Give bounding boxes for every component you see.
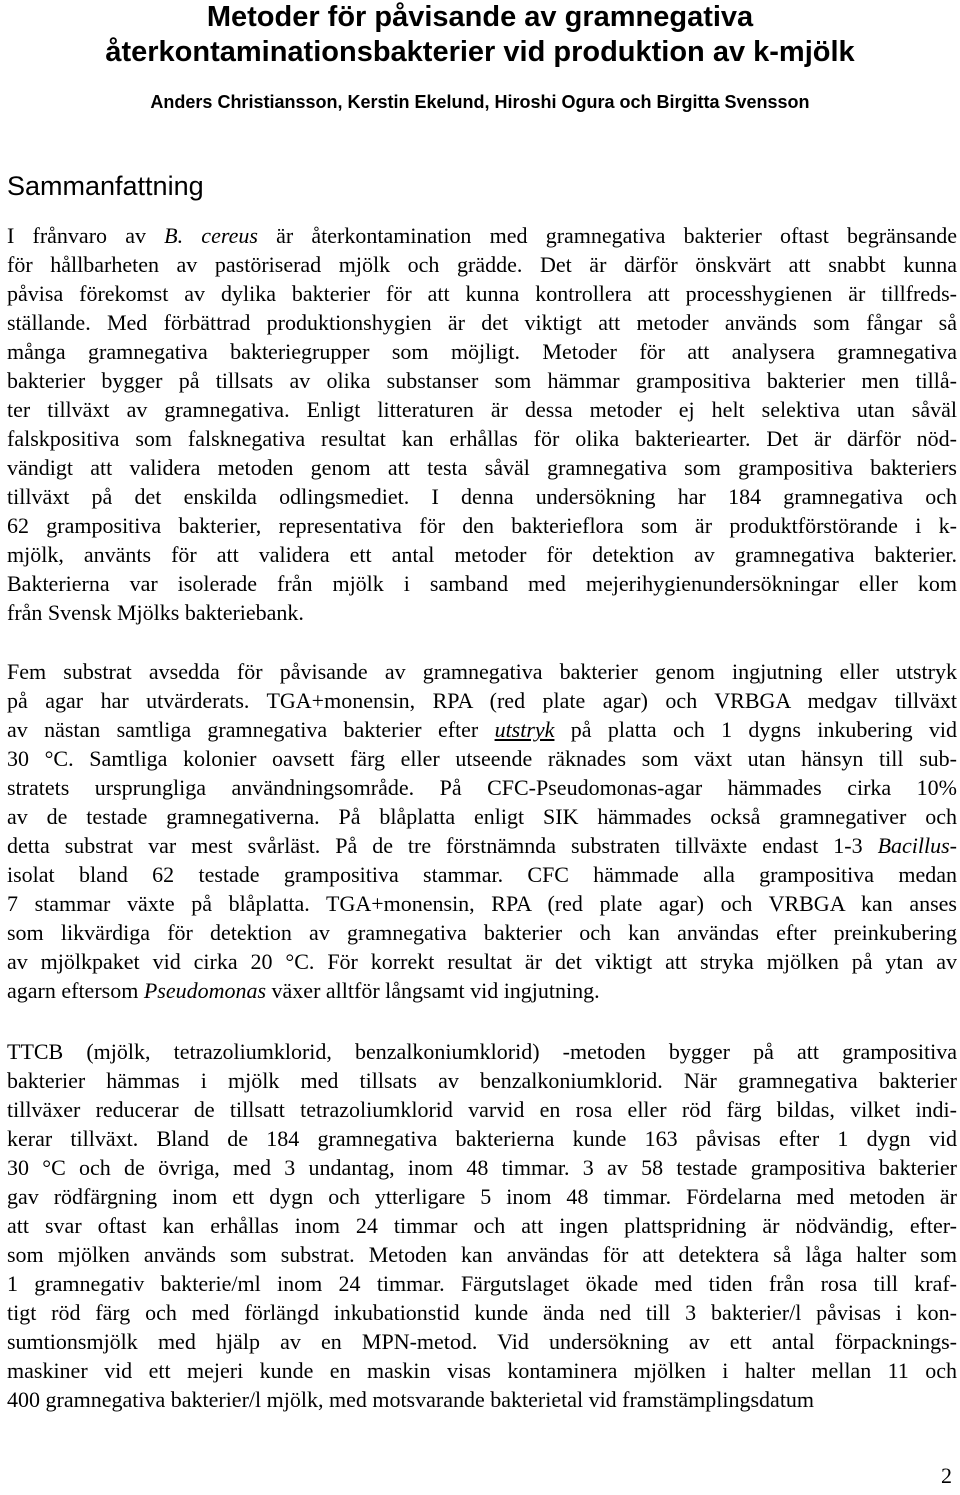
- text-line: mjölk, använts för att validera ett antal metoder för detektion av gramnegativa bakterier.: [7, 542, 957, 567]
- text-line: 30 °C och de övriga, med 3 undantag, inom 48 timmar. 3 av 58 testade grampositiva bakterier: [7, 1155, 957, 1180]
- text-line: från Svensk Mjölks bakteriebank.: [7, 600, 304, 625]
- text-line: av de testade gramnegativerna. På blåplatta enligt SIK hämmades också gramnegativer och: [7, 804, 957, 829]
- paragraph-2: [7, 657, 957, 1005]
- text-line: att svar oftast kan erhållas inom 24 timmar och att ingen plattspridning är nödvändig, efter-: [7, 1213, 957, 1238]
- text-line: sumtionsmjölk med hjälp av en MPN-metod. Vid undersökning av ett antal förpacknings-: [7, 1329, 957, 1354]
- text-line: maskiner vid ett mejeri kunde en maskin visas kontaminera mjölken i halter mellan 11 och: [7, 1358, 957, 1383]
- text-line: som mjölken används som substrat. Metoden kan användas för att detektera så låga halter som: [7, 1242, 957, 1267]
- authors: Anders Christiansson, Kerstin Ekelund, Hiroshi Ogura och Birgitta Svensson: [150, 92, 810, 112]
- document-title-line-2: återkontaminationsbakterier vid produktion av k-mjölk: [105, 36, 855, 68]
- text-line: påvisa förekomst av dylika bakterier för att kunna kontrollera att processhygienen är tillfreds-: [7, 281, 957, 306]
- text-line: 7 stammar växte på blåplatta. TGA+monensin, RPA (red plate agar) och VRBGA kan anses: [7, 891, 957, 916]
- text-line: vändigt att validera metoden genom att testa såväl gramnegativa som grampositiva bakteriers: [7, 455, 957, 480]
- text-line: bakterier bygger på tillsats av olika substanser som hämmar grampositiva bakterier men tillå-: [7, 368, 957, 393]
- text-line: TTCB (mjölk, tetrazoliumklorid, benzalkoniumklorid) -metoden bygger på att grampositiva: [7, 1039, 957, 1064]
- text-line: bakterier hämmas i mjölk med tillsats av benzalkoniumklorid. När gramnegativa bakterier: [7, 1068, 957, 1093]
- paragraph-3: [7, 1037, 957, 1414]
- text-line: 30 °C. Samtliga kolonier oavsett färg eller utseende räknades som växt utan hänsyn till sub-: [7, 746, 957, 771]
- text-line: som likvärdiga för detektion av gramnegativa bakterier och kan användas efter preinkubering: [7, 920, 957, 945]
- text-line: många gramnegativa bakteriegrupper som möjligt. Metoder för att analysera gramnegativa: [7, 339, 957, 364]
- text-line: ter tillväxt av gramnegativa. Enligt litteraturen är dessa metoder ej helt selektiva utan såväl: [7, 397, 957, 422]
- text-line: gav rödfärgning inom ett dygn och ytterligare 5 inom 48 timmar. Fördelarna med metoden är: [7, 1184, 957, 1209]
- text-line: detta substrat var mest svårläst. På de tre förstnämnda substraten tillväxte endast 1-3 Bacillus-: [7, 833, 957, 858]
- text-line: 62 grampositiva bakterier, representativa för den bakterieflora som är produktförstörande i k-: [7, 513, 957, 538]
- section-heading: Sammanfattning: [7, 171, 204, 201]
- text-line: Fem substrat avsedda för påvisande av gramnegativa bakterier genom ingjutning eller utstryk: [7, 659, 957, 684]
- text-line: isolat bland 62 testade grampositiva stammar. CFC hämmade alla grampositiva medan: [7, 862, 957, 887]
- text-line: på agar har utvärderats. TGA+monensin, RPA (red plate agar) och VRBGA medgav tillväxt: [7, 688, 957, 713]
- text-line: I frånvaro av B. cereus är återkontamination med gramnegativa bakterier oftast begränsande: [7, 223, 957, 248]
- text-line: 1 gramnegativ bakterie/ml inom 24 timmar. Färgutslaget ökade med tiden från rosa till kraf-: [7, 1271, 957, 1296]
- text-line: för hållbarheten av pastöriserad mjölk och grädde. Det är därför önskvärt att snabbt kunna: [7, 252, 957, 277]
- text-line: av mjölkpaket vid cirka 20 °C. För korrekt resultat är det viktigt att stryka mjölken på ytan av: [7, 949, 957, 974]
- text-line: falskpositiva som falsknegativa resultat kan erhållas för olika bakteriearter. Det är därför nöd-: [7, 426, 957, 451]
- paragraph-1: [7, 221, 957, 627]
- page-number: 2: [941, 1463, 952, 1488]
- text-line: av nästan samtliga gramnegativa bakterier efter utstryk på platta och 1 dygns inkubering vid: [7, 717, 957, 742]
- text-line: kerar tillväxt. Bland de 184 gramnegativa bakterierna kunde 163 påvisas efter 1 dygn vid: [7, 1126, 957, 1151]
- text-line: tillväxt på det enskilda odlingsmediet. I denna undersökning har 184 gramnegativa och: [7, 484, 957, 509]
- text-line: tillväxer reducerar de tillsatt tetrazoliumklorid varvid en rosa eller röd färg bildas, vilket indi-: [7, 1097, 957, 1122]
- text-line: 400 gramnegativa bakterier/l mjölk, med motsvarande bakterietal vid framstämplingsdatum: [7, 1387, 815, 1412]
- text-line: tigt röd färg och med förlängd inkubationstid kunde ända ned till 3 bakterier/l påvisas i kon-: [7, 1300, 957, 1325]
- text-line: Bakterierna var isolerade från mjölk i samband med mejerihygienundersökningar eller kom: [7, 571, 957, 596]
- text-line: ställande. Med förbättrad produktionshygien är det viktigt att metoder används som fångar så: [7, 310, 957, 335]
- document-title-line-1: Metoder för påvisande av gramnegativa: [206, 1, 754, 33]
- text-line: agarn eftersom Pseudomonas växer alltför långsamt vid ingjutning.: [7, 978, 600, 1003]
- text-line: stratets ursprungliga användningsområde. På CFC-Pseudomonas-agar hämmades cirka 10%: [7, 775, 957, 800]
